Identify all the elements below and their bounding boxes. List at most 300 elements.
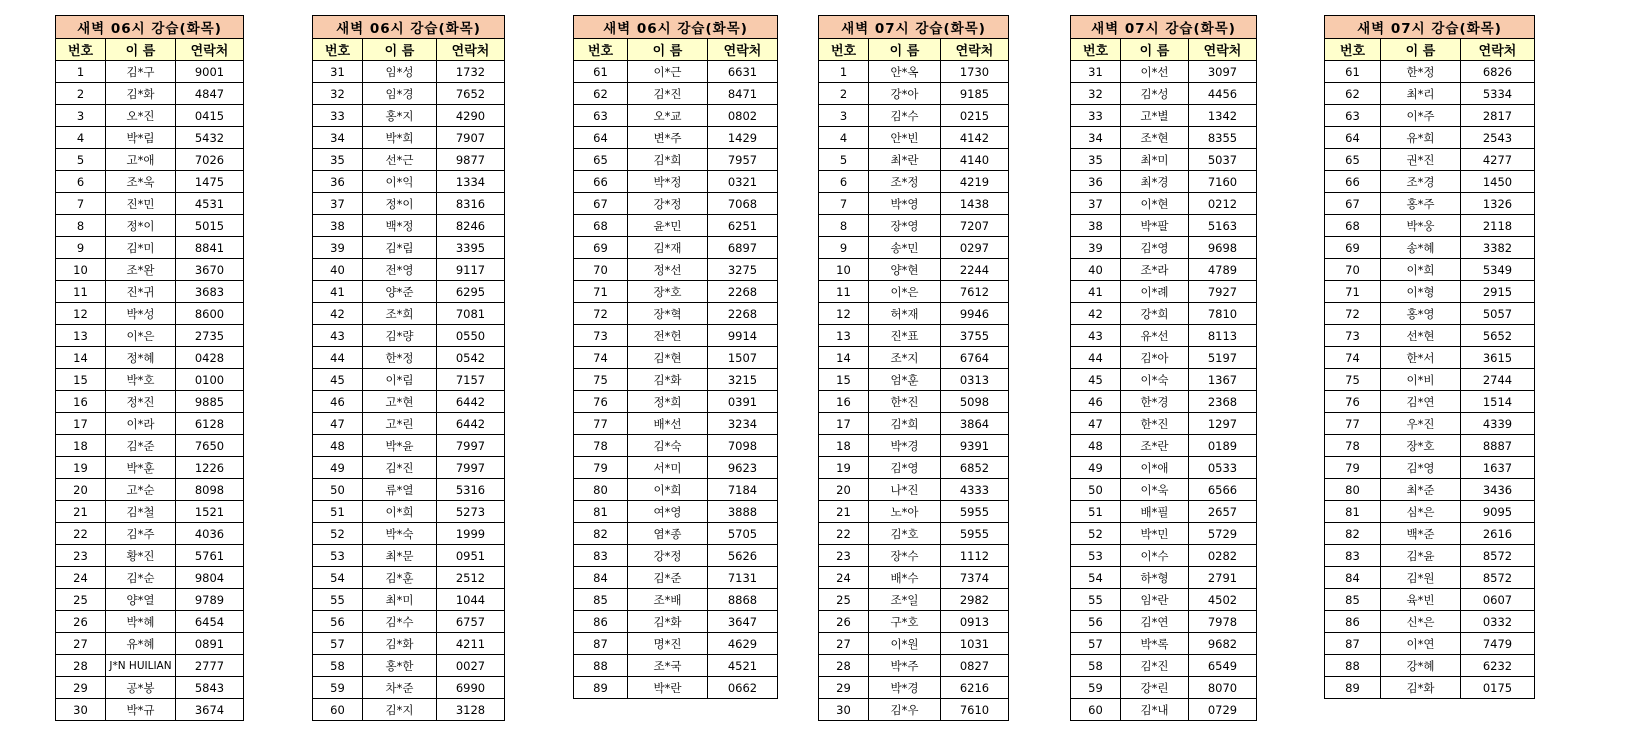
row-number: 75 [574, 369, 628, 391]
member-phone: 4036 [176, 523, 244, 545]
member-name: 고*순 [106, 479, 176, 501]
member-name: 최*경 [1121, 171, 1189, 193]
table-row [819, 369, 1009, 391]
table-row [313, 545, 505, 567]
row-number: 7 [56, 193, 106, 215]
row-number: 9 [819, 237, 869, 259]
member-name: 백*준 [1381, 523, 1461, 545]
member-phone: 5843 [176, 677, 244, 699]
member-phone: 3275 [708, 259, 778, 281]
table-row [1071, 61, 1257, 83]
member-phone: 1514 [1461, 391, 1535, 413]
member-phone: 0282 [1189, 545, 1257, 567]
member-phone: 6232 [1461, 655, 1535, 677]
row-number: 85 [574, 589, 628, 611]
member-name: 진*귀 [106, 281, 176, 303]
row-number: 47 [313, 413, 363, 435]
table-row [574, 545, 778, 567]
member-phone: 2368 [1189, 391, 1257, 413]
member-phone: 1226 [176, 457, 244, 479]
row-number: 25 [819, 589, 869, 611]
table-row [819, 325, 1009, 347]
table-row [574, 611, 778, 633]
member-phone: 4339 [1461, 413, 1535, 435]
member-name: 전*헌 [628, 325, 708, 347]
member-phone: 1999 [437, 523, 505, 545]
member-name: 고*린 [363, 413, 437, 435]
row-number: 6 [819, 171, 869, 193]
table-row [574, 413, 778, 435]
member-name: 허*재 [869, 303, 941, 325]
member-name: 장*수 [869, 545, 941, 567]
member-name: 임*경 [363, 83, 437, 105]
table-row [574, 589, 778, 611]
table-row [819, 501, 1009, 523]
member-name: 박*영 [869, 193, 941, 215]
member-name: 고*별 [1121, 105, 1189, 127]
row-number: 57 [313, 633, 363, 655]
member-name: 정*희 [628, 391, 708, 413]
row-number: 54 [1071, 567, 1121, 589]
row-number: 13 [819, 325, 869, 347]
table-row [1071, 347, 1257, 369]
table-row [313, 259, 505, 281]
table-row [56, 655, 244, 677]
row-number: 44 [1071, 347, 1121, 369]
member-name: 김*수 [363, 611, 437, 633]
member-name: 강*아 [869, 83, 941, 105]
member-phone: 2982 [941, 589, 1009, 611]
member-name: 양*열 [106, 589, 176, 611]
member-phone: 0212 [1189, 193, 1257, 215]
table-title: 새벽 07시 강습(화목) [1071, 16, 1257, 39]
member-phone: 9877 [437, 149, 505, 171]
member-phone: 2735 [176, 325, 244, 347]
member-phone: 8070 [1189, 677, 1257, 699]
row-number: 36 [313, 171, 363, 193]
table-row [1325, 61, 1535, 83]
table-row [56, 303, 244, 325]
member-name: 김*화 [363, 633, 437, 655]
member-phone: 9946 [941, 303, 1009, 325]
member-name: 김*영 [1381, 457, 1461, 479]
member-name: 이*은 [869, 281, 941, 303]
row-number: 59 [1071, 677, 1121, 699]
row-number: 23 [56, 545, 106, 567]
table-row [313, 457, 505, 479]
row-number: 29 [56, 677, 106, 699]
member-phone: 5955 [941, 501, 1009, 523]
row-number: 33 [313, 105, 363, 127]
column-header-name: 이 름 [1121, 39, 1189, 61]
row-number: 42 [313, 303, 363, 325]
table-row [1325, 413, 1535, 435]
member-phone: 5349 [1461, 259, 1535, 281]
row-number: 60 [1071, 699, 1121, 721]
member-name: 송*민 [869, 237, 941, 259]
row-number: 3 [819, 105, 869, 127]
row-number: 14 [819, 347, 869, 369]
table-row [1071, 435, 1257, 457]
member-phone: 3436 [1461, 479, 1535, 501]
row-number: 82 [1325, 523, 1381, 545]
member-phone: 6897 [708, 237, 778, 259]
table-row [313, 193, 505, 215]
row-number: 75 [1325, 369, 1381, 391]
row-number: 78 [574, 435, 628, 457]
table-row [313, 61, 505, 83]
table-row [1325, 457, 1535, 479]
member-name: 황*진 [106, 545, 176, 567]
member-phone: 6295 [437, 281, 505, 303]
row-number: 54 [313, 567, 363, 589]
table-row [313, 105, 505, 127]
member-name: 강*정 [628, 193, 708, 215]
member-name: 이*근 [628, 61, 708, 83]
roster-table [312, 15, 505, 721]
table-row [819, 281, 1009, 303]
member-phone: 3215 [708, 369, 778, 391]
member-name: 조*희 [363, 303, 437, 325]
row-number: 74 [1325, 347, 1381, 369]
table-row [1071, 281, 1257, 303]
member-name: 한*서 [1381, 347, 1461, 369]
member-name: 이*희 [628, 479, 708, 501]
row-number: 38 [1071, 215, 1121, 237]
member-phone: 0415 [176, 105, 244, 127]
row-number: 21 [56, 501, 106, 523]
member-phone: 3864 [941, 413, 1009, 435]
member-phone: 0802 [708, 105, 778, 127]
member-name: 선*근 [363, 149, 437, 171]
table-row [313, 699, 505, 721]
member-phone: 3674 [176, 699, 244, 721]
member-name: 김*수 [869, 105, 941, 127]
member-name: 박*희 [363, 127, 437, 149]
header-row [1325, 39, 1535, 61]
table-row [56, 325, 244, 347]
member-name: 양*현 [869, 259, 941, 281]
member-phone: 4333 [941, 479, 1009, 501]
table-row [1325, 523, 1535, 545]
member-name: 이*욱 [1121, 479, 1189, 501]
member-name: 최*란 [869, 149, 941, 171]
row-number: 24 [56, 567, 106, 589]
member-name: 임*란 [1121, 589, 1189, 611]
table-row [313, 633, 505, 655]
table-row [1071, 545, 1257, 567]
row-number: 68 [1325, 215, 1381, 237]
row-number: 12 [819, 303, 869, 325]
member-phone: 0027 [437, 655, 505, 677]
member-phone: 9185 [941, 83, 1009, 105]
member-name: 최*미 [363, 589, 437, 611]
column-header-name: 이 름 [628, 39, 708, 61]
table-row [313, 611, 505, 633]
row-number: 79 [1325, 457, 1381, 479]
table-row [313, 325, 505, 347]
row-number: 15 [56, 369, 106, 391]
table-row [1071, 215, 1257, 237]
row-number: 63 [1325, 105, 1381, 127]
member-name: 김*진 [628, 83, 708, 105]
member-phone: 6454 [176, 611, 244, 633]
column-header-name: 이 름 [363, 39, 437, 61]
member-phone: 9885 [176, 391, 244, 413]
member-name: 한*진 [869, 391, 941, 413]
table-row [56, 677, 244, 699]
member-phone: 2244 [941, 259, 1009, 281]
member-phone: 7374 [941, 567, 1009, 589]
table-row [56, 215, 244, 237]
table-row [1325, 435, 1535, 457]
member-phone: 0428 [176, 347, 244, 369]
member-name: 배*선 [628, 413, 708, 435]
row-number: 4 [56, 127, 106, 149]
member-name: 류*열 [363, 479, 437, 501]
row-number: 64 [1325, 127, 1381, 149]
table-row [1071, 611, 1257, 633]
member-name: 김*화 [106, 83, 176, 105]
member-name: 고*현 [363, 391, 437, 413]
row-number: 66 [1325, 171, 1381, 193]
table-row [56, 589, 244, 611]
row-number: 43 [1071, 325, 1121, 347]
member-name: 강*혜 [1381, 655, 1461, 677]
member-name: 김*화 [628, 611, 708, 633]
member-phone: 3382 [1461, 237, 1535, 259]
row-number: 30 [819, 699, 869, 721]
member-name: 한*진 [1121, 413, 1189, 435]
row-number: 8 [819, 215, 869, 237]
row-number: 13 [56, 325, 106, 347]
row-number: 41 [1071, 281, 1121, 303]
member-phone: 8098 [176, 479, 244, 501]
member-name: 김*현 [628, 347, 708, 369]
table-row [1325, 479, 1535, 501]
table-row [574, 677, 778, 699]
table-row [1325, 325, 1535, 347]
member-name: 조*욱 [106, 171, 176, 193]
member-name: 김*호 [869, 523, 941, 545]
table-row [313, 149, 505, 171]
member-phone: 4629 [708, 633, 778, 655]
row-number: 6 [56, 171, 106, 193]
row-number: 18 [819, 435, 869, 457]
table-row [1325, 611, 1535, 633]
member-phone: 0662 [708, 677, 778, 699]
row-number: 25 [56, 589, 106, 611]
table-title: 새벽 06시 강습(화목) [56, 16, 244, 39]
member-name: 정*혜 [106, 347, 176, 369]
member-name: 박*성 [106, 303, 176, 325]
member-name: 박*규 [106, 699, 176, 721]
table-row [1071, 413, 1257, 435]
table-row [1071, 83, 1257, 105]
member-phone: 8572 [1461, 567, 1535, 589]
member-name: 하*형 [1121, 567, 1189, 589]
row-number: 80 [574, 479, 628, 501]
member-name: 조*국 [628, 655, 708, 677]
member-name: 유*선 [1121, 325, 1189, 347]
member-name: 김*지 [363, 699, 437, 721]
row-number: 43 [313, 325, 363, 347]
table-row [819, 237, 1009, 259]
row-number: 12 [56, 303, 106, 325]
member-name: 김*아 [1121, 347, 1189, 369]
member-name: 박*경 [869, 435, 941, 457]
member-phone: 4521 [708, 655, 778, 677]
row-number: 89 [1325, 677, 1381, 699]
table-row [819, 347, 1009, 369]
table-row [1071, 369, 1257, 391]
row-number: 65 [574, 149, 628, 171]
row-number: 58 [1071, 655, 1121, 677]
row-number: 82 [574, 523, 628, 545]
member-phone: 4277 [1461, 149, 1535, 171]
member-phone: 7160 [1189, 171, 1257, 193]
member-name: 김*화 [628, 369, 708, 391]
member-phone: 5729 [1189, 523, 1257, 545]
table-row [56, 413, 244, 435]
row-number: 83 [574, 545, 628, 567]
table-row [313, 171, 505, 193]
row-number: 52 [1071, 523, 1121, 545]
member-name: 김*량 [363, 325, 437, 347]
table-row [313, 567, 505, 589]
member-name: 조*일 [869, 589, 941, 611]
row-number: 74 [574, 347, 628, 369]
roster-table [573, 15, 778, 699]
member-phone: 4219 [941, 171, 1009, 193]
member-phone: 6990 [437, 677, 505, 699]
row-number: 88 [1325, 655, 1381, 677]
roster-table [1070, 15, 1257, 721]
table-row [819, 633, 1009, 655]
member-name: 최*미 [1121, 149, 1189, 171]
member-name: 장*호 [628, 281, 708, 303]
member-name: 여*영 [628, 501, 708, 523]
member-name: 김*희 [628, 149, 708, 171]
table-row [1325, 237, 1535, 259]
table-row [313, 655, 505, 677]
member-phone: 1342 [1189, 105, 1257, 127]
member-phone: 7978 [1189, 611, 1257, 633]
member-name: 이*주 [1381, 105, 1461, 127]
row-number: 60 [313, 699, 363, 721]
member-phone: 1521 [176, 501, 244, 523]
table-row [1325, 303, 1535, 325]
member-name: 최*리 [1381, 83, 1461, 105]
table-row [1325, 677, 1535, 699]
row-number: 5 [56, 149, 106, 171]
member-name: 진*표 [869, 325, 941, 347]
table-row [313, 369, 505, 391]
member-phone: 2616 [1461, 523, 1535, 545]
column-header-name: 이 름 [106, 39, 176, 61]
row-number: 31 [1071, 61, 1121, 83]
column-header-no: 번호 [574, 39, 628, 61]
member-phone: 1637 [1461, 457, 1535, 479]
table-row [819, 303, 1009, 325]
row-number: 26 [56, 611, 106, 633]
table-row [56, 127, 244, 149]
row-number: 30 [56, 699, 106, 721]
member-name: 박*록 [1121, 633, 1189, 655]
member-name: 김*주 [106, 523, 176, 545]
member-phone: 6251 [708, 215, 778, 237]
column-header-no: 번호 [313, 39, 363, 61]
member-phone: 0215 [941, 105, 1009, 127]
table-row [1071, 303, 1257, 325]
member-name: J*N HUILIAN [106, 655, 176, 677]
member-phone: 4290 [437, 105, 505, 127]
member-phone: 1429 [708, 127, 778, 149]
member-phone: 6852 [941, 457, 1009, 479]
member-phone: 8355 [1189, 127, 1257, 149]
row-number: 80 [1325, 479, 1381, 501]
table-row [1071, 325, 1257, 347]
row-number: 87 [1325, 633, 1381, 655]
table-row [1071, 589, 1257, 611]
member-phone: 1334 [437, 171, 505, 193]
row-number: 76 [1325, 391, 1381, 413]
row-number: 2 [819, 83, 869, 105]
row-number: 10 [56, 259, 106, 281]
member-phone: 0891 [176, 633, 244, 655]
member-phone: 8471 [708, 83, 778, 105]
member-name: 나*진 [869, 479, 941, 501]
member-phone: 6566 [1189, 479, 1257, 501]
member-phone: 3615 [1461, 347, 1535, 369]
table-row [574, 325, 778, 347]
roster-table [1324, 15, 1535, 699]
member-phone: 9914 [708, 325, 778, 347]
row-number: 20 [819, 479, 869, 501]
table-row [819, 259, 1009, 281]
member-phone: 9391 [941, 435, 1009, 457]
table-row [1325, 149, 1535, 171]
member-name: 이*희 [1381, 259, 1461, 281]
row-number: 55 [1071, 589, 1121, 611]
member-phone: 9623 [708, 457, 778, 479]
table-title: 새벽 06시 강습(화목) [313, 16, 505, 39]
member-name: 김*미 [106, 237, 176, 259]
member-name: 조*현 [1121, 127, 1189, 149]
table-row [1071, 127, 1257, 149]
row-number: 72 [574, 303, 628, 325]
table-title: 새벽 07시 강습(화목) [819, 16, 1009, 39]
member-name: 박*혜 [106, 611, 176, 633]
member-phone: 0189 [1189, 435, 1257, 457]
table-row [574, 83, 778, 105]
table-row [313, 215, 505, 237]
table-row [1071, 193, 1257, 215]
member-phone: 3683 [176, 281, 244, 303]
member-phone: 1112 [941, 545, 1009, 567]
member-phone: 5098 [941, 391, 1009, 413]
member-phone: 2744 [1461, 369, 1535, 391]
member-phone: 3647 [708, 611, 778, 633]
table-row [56, 347, 244, 369]
member-name: 육*빈 [1381, 589, 1461, 611]
table-row [313, 435, 505, 457]
row-number: 56 [313, 611, 363, 633]
member-phone: 0607 [1461, 589, 1535, 611]
row-number: 10 [819, 259, 869, 281]
table-row [56, 171, 244, 193]
row-number: 11 [56, 281, 106, 303]
